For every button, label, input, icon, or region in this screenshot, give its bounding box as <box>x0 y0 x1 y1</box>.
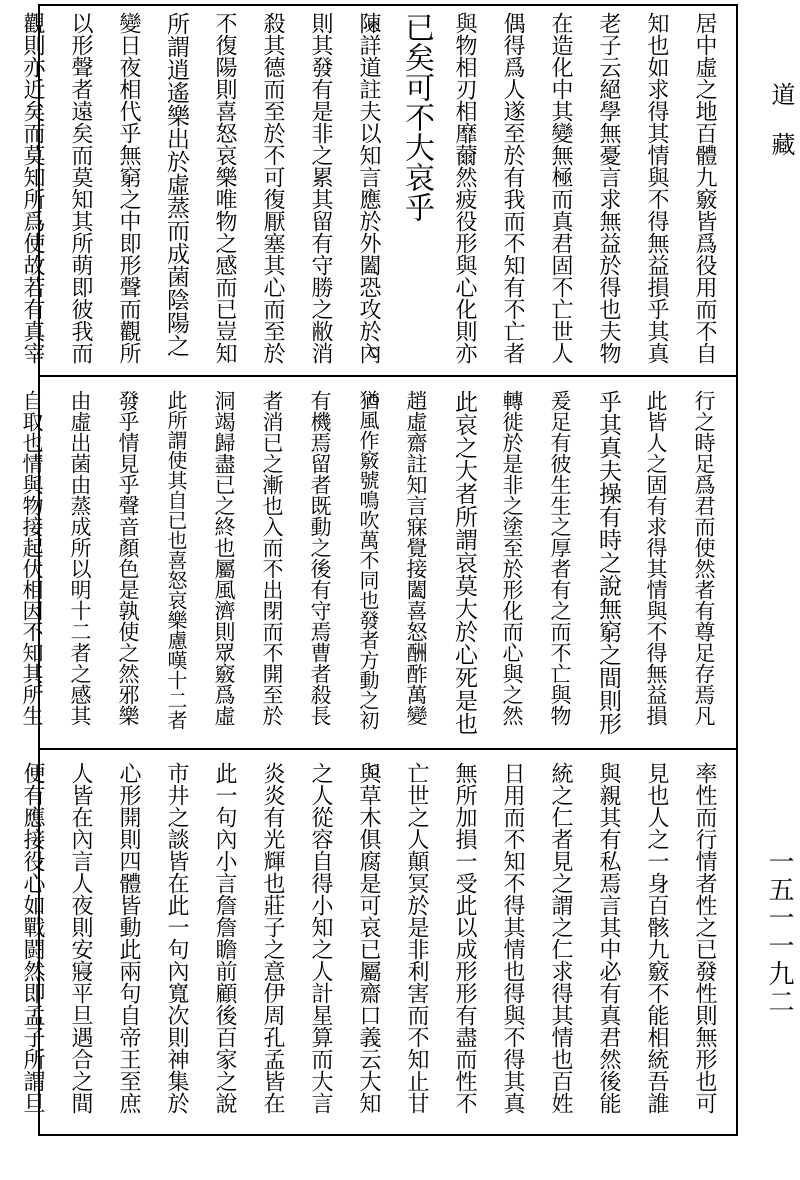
text-column: 陳詳道註夫以知言應於外闔恐攻於內 <box>356 12 381 364</box>
text-column: 洞竭歸盡已之終也屬風濟則眾竅爲虛 <box>212 390 236 726</box>
text-column: 以形聲者遠矣而莫知其所萌即彼我而 <box>68 12 93 364</box>
text-column <box>0 390 8 740</box>
text-column: 居中虛之地百體九竅皆爲役用而不自 <box>692 12 717 364</box>
collection-title: 道藏 <box>767 82 795 182</box>
text-column: 發乎情見乎聲音顏色是孰使之然邪樂 <box>116 390 140 726</box>
section-divider <box>38 375 738 377</box>
text-column: 趙虛齋註知言寐覺接闔喜怒酬酢萬變 <box>404 390 428 726</box>
text-column: 之人從容自得小知之人計星算而大言 <box>308 762 333 1114</box>
text-column: 人皆在內言人夜則安寢平旦遇合之間 <box>68 762 93 1114</box>
text-column: 行之時足爲君而使然者有尊足存焉凡 <box>692 390 716 726</box>
text-column: 與草木俱腐是可哀已屬齋口義云大知 <box>356 762 381 1114</box>
text-column: 日用而不知不得其情也得與不得其真 <box>500 762 525 1114</box>
text-column: 見也人之一身百骸九竅不能相統吾誰 <box>644 762 669 1114</box>
text-panel-bottom <box>20 762 728 1122</box>
text-column: 已矣可不大哀乎 <box>399 12 434 222</box>
text-column: 與親其有私焉言其中必有真君然後能 <box>596 762 621 1114</box>
text-column: 亡世之人顛冥於是非利害而不知止甘 <box>404 762 429 1114</box>
text-column <box>0 12 8 368</box>
text-column: 有機焉留者既動之後有守焉曹者殺長 <box>308 390 332 726</box>
section-divider <box>38 748 738 750</box>
text-column: 炎炎有光輝也莊子之意伊周孔孟皆在 <box>260 762 285 1114</box>
text-column: 觀則亦近矣而莫知所爲使故若有真宰 <box>20 12 45 364</box>
text-column: 便有應接役心如戰闘然即孟子所謂旦 <box>20 762 45 1114</box>
text-column: 轉徙於是非之塗至於形化而心與之然 <box>500 390 524 726</box>
text-column: 在造化中其變無極而真君固不亡世人 <box>548 12 573 364</box>
text-column: 不復陽則喜怒哀樂唯物之感而已豈知 <box>212 12 237 364</box>
text-column: 變日夜相代乎無窮之中即形聲而觀所 <box>116 12 141 364</box>
text-column <box>0 762 8 1122</box>
text-column: 與物相刃相靡薾然疲役形與心化則亦 <box>452 12 477 364</box>
page-number: 一五一一九二 <box>764 848 794 1016</box>
text-column: 猶風作竅號鳴吹萬不同也發者方動之初 <box>356 390 380 730</box>
text-column: 率性而行情者性之已發性則無形也可 <box>692 762 717 1114</box>
text-column: 者消已之漸也入而不出閉而不開至於 <box>260 390 284 726</box>
text-column: 市井之談皆在此一句內寬次則神集於 <box>164 762 189 1114</box>
text-column: 則其發有是非之累其留有守勝之敝消 <box>308 12 333 364</box>
text-column: 爰足有彼生生之厚者有之而不亡與物 <box>548 390 572 726</box>
text-column: 由虛出菌由蒸成所以明十二者之感其 <box>68 390 92 726</box>
text-column: 偶得爲人遂至於有我而不知有不亡者 <box>500 12 525 364</box>
text-column: 心形開則四體皆動此兩句自帝王至庶 <box>116 762 141 1114</box>
text-panel-middle <box>20 390 728 740</box>
text-panel-top <box>20 12 728 368</box>
text-column: 乎其真夫操有時之說無窮之間則形 <box>595 390 621 735</box>
text-column: 自取也情與物接起伏相因不知其所生 <box>20 390 44 726</box>
text-column: 此皆人之固有求得其情與不得無益損 <box>644 390 668 726</box>
text-column: 殺其德而至於不可復厭塞其心而至於 <box>260 12 285 364</box>
text-column: 知也如求得其情與不得無益損乎其真 <box>644 12 669 364</box>
text-column: 老子云絕學無憂言求無益於得也夫物 <box>596 12 621 364</box>
text-column: 統之仁者見之謂之仁求得其情也百姓 <box>548 762 573 1114</box>
text-column: 無所加損一受此以成形形有盡而性不 <box>452 762 477 1114</box>
text-column: 所謂逍遙樂出於虛蒸而成菌陰陽之 <box>163 12 189 357</box>
text-column: 此一句內小言詹詹瞻前顧後百家之說 <box>212 762 237 1114</box>
text-column: 此哀之大者所謂哀莫大於心死是也 <box>451 390 477 735</box>
text-column: 此所謂使其自已也喜怒哀樂慮嘆十二者 <box>164 390 188 730</box>
